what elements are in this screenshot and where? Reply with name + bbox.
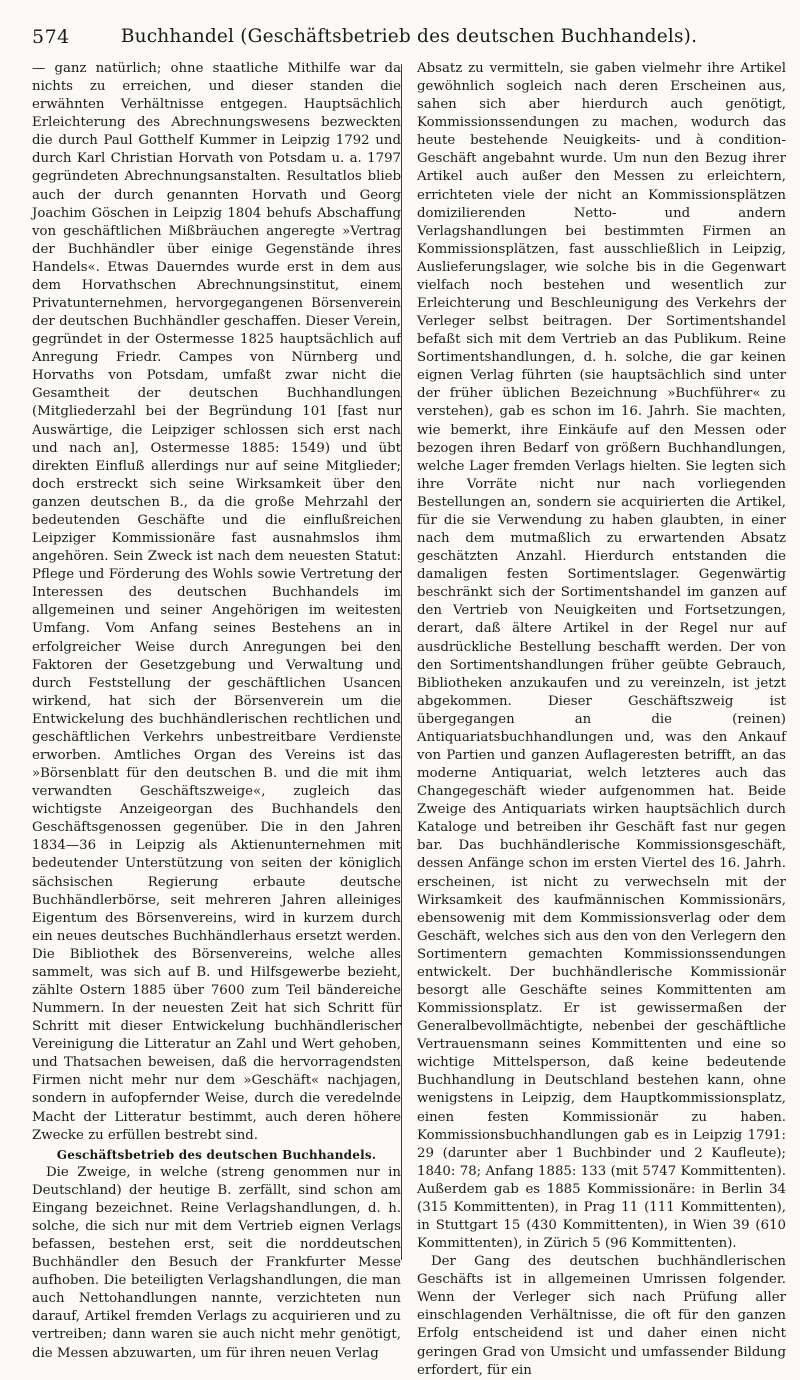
left-paragraph-1: — ganz natürlich; ohne staatliche Mithilfe war da nichts zu erreichen, und dieser standen die erwähnten Verhältnisse entgegen. Hauptsächlich Erleichterung des Abrechnungswesens bezweckten die durch Paul Gotthelf Kummer in Leipzig 1792 und durch Karl Christian Horvath von Potsdam u. a. 1797 gegründeten Abrechnungsanstalten. Resultatlos blieb auch der durch genannten Horvath und Georg Joachim Göschen in Leipzig 1804 behufs Abschaffung von geschäftlichen Mißbräuchen angeregte »Vertrag der Buchhändler über einige Gegenstände ihres Handels«. Etwas Dauerndes wurde erst in dem aus dem Horvathschen Abrechnungsinstitut, einem Privatunternehmen, hervorgegangenen Börsenverein der deutschen Buchhändler geschaffen. Dieser Verein, gegründet in der Ostermesse 1825 hauptsächlich auf Anregung Friedr. Campes von Nürnberg und Horvaths von Potsdam, umfaßt zwar nicht die Gesamtheit der deutschen Buchhandlungen (Mitgliederzahl bei der Begründung 101 [fast nur Auswärtige, die Leipziger schlossen sich erst nach und nach an], Ostermesse 1885: 1549) und übt direkten Einfluß allerdings nur auf seine Mitglieder; doch erstreckt sich seine Wirksamkeit über den ganzen deutschen B., da die große Mehrzahl der bedeutenden Geschäfte und die einflußreichen Leipziger Kommissionäre fast ausnahmslos ihm angehören. Sein Zweck ist nach dem neuesten Statut: Pflege und Förderung des Wohls sowie Vertretung der Interessen des deutschen Buchhandels im allgemeinen und seiner Angehörigen im weitesten Umfang. Vom Anfang seines Bestehens an in erfolgreicher Weise durch Anregungen bei den Faktoren der Gesetzgebung und Verwaltung und durch Feststellung der geschäftlichen Usancen wirkend, hat sich der Börsenverein um die Entwickelung des buchhändlerischen rechtlichen und geschäftlichen Verkehrs unbestreitbare Verdienste erworben. Amtliches Organ des Vereins ist das »Börsenblatt für den deutschen B. und die mit ihm verwandten Geschäftszweige«, zugleich das wichtigste Anzeigeorgan des Buchhandels den Geschäftsgenossen gegenüber. Die in den Jahren 1834—36 in Leipzig als Aktienunternehmen mit bedeutender Unterstützung von seiten der königlich sächsischen Regierung erbaute deutsche Buchhändlerbörse, seit mehreren Jahren alleiniges Eigentum des Börsenvereins, wird in kurzem durch ein neues deutsches Buchhändlerhaus ersetzt werden. Die Bibliothek des Börsenvereins, welche alles sammelt, was sich auf B. und Hilfsgewerbe bezieht, zählte Ostern 1885 über 7600 zum Teil bändereiche Nummern. In der neuesten Zeit hat sich Schritt für Schritt mit dieser Entwickelung buchhändlerischer Vereinigung die Litteratur an Zahl und Wert gehoben, und Thatsachen beweisen, daß die hervorragendsten Firmen nicht mehr nur dem »Geschäft« nachjagen, sondern in aufopfernder Weise, durch die veredelnde Macht der Litteratur bestimmt, auch deren höhere Zwecke zu erfüllen bestrebt sind.: [32, 61, 401, 1143]
left-column: [32, 60, 401, 1361]
column-divider: [401, 64, 402, 1260]
page-number: 574: [32, 26, 70, 48]
page-header: [32, 20, 786, 60]
text-columns: [32, 60, 786, 1378]
left-paragraph-2: Die Zweige, in welche (streng genommen nur in Deutschland) der heutige B. zerfällt, sind schon am Eingang bezeichnet. Reine Verlagshandlungen, d. h. solche, die sich nur mit dem Vertrieb eignen Verlags befassen, bestehen erst, seit die norddeutschen Buchhändler den Besuch der Frankfurter Messe aufhoben. Die beteiligten Verlagshandlungen, die man auch Nettohandlungen nannte, verzichteten nun darauf, Artikel fremden Verlags zu acquirieren und zu vertreiben; dann waren sie auch nicht mehr genötigt, die Messen abzuwarten, um für ihren neuen Verlag: [32, 1164, 401, 1361]
right-paragraph-2: Der Gang des deutschen buchhändlerischen Geschäfts ist in allgemeinen Umrissen folgender. Wenn der Verleger sich nach Prüfung aller einschlagenden Verhältnisse, die oft für den ganzen Erfolg entscheidend ist und daher einen nicht geringen Grad von Umsicht und umfassender Bildung erfordert, für ein: [417, 1254, 786, 1378]
right-column: [417, 60, 786, 1378]
right-paragraph-1: Absatz zu vermitteln, sie gaben vielmehr ihre Artikel gewöhnlich sogleich nach deren Erscheinen aus, sahen sich aber hierdurch auch genötigt, Kommissionssendungen zu machen, wodurch das heute bestehende Neuigkeits- und à condition-Geschäft angebahnt wurde. Um nun den Bezug ihrer Artikel auch außer den Messen zu erleichtern, errichteten viele der nicht an Kommissionsplätzen domizilierenden Netto- und andern Verlagshandlungen bei bestimmten Firmen an Kommissionsplätzen, fast ausschließlich in Leipzig, Auslieferungslager, wie solche bis in die Gegenwart vielfach noch bestehen und wesentlich zur Erleichterung und Beschleunigung des Verkehrs der Verleger selbst beitragen. Der Sortimentshandel befaßt sich mit dem Vertrieb an das Publikum. Reine Sortimentshandlungen, d. h. solche, die gar keinen eignen Verlag führten (sie hauptsächlich sind unter der früher üblichen Bezeichnung »Buchführer« zu verstehen), gab es schon im 16. Jahrh. Sie machten, wie bemerkt, ihre Einkäufe auf den Messen oder bezogen ihren Bedarf von größern Buchhandlungen, welche Lager fremden Verlags hielten. Sie legten sich ihre Vorräte nicht nur nach vorliegenden Bestellungen an, sondern sie acquirierten die Artikel, für die sie Verwendung zu haben glaubten, in einer nach dem mutmaßlich zu erwartenden Absatz geschätzten Anzahl. Hierdurch entstanden die damaligen festen Sortimentslager. Gegenwärtig beschränkt sich der Sortimentshandel im ganzen auf den Vertrieb von Neuigkeiten und Fortsetzungen, derart, daß ältere Artikel in der Regel nur auf ausdrückliche Bestellung beschafft werden. Der von den Sortimentshandlungen früher geübte Gebrauch, Bibliotheken anzukaufen und zu vereinzeln, ist jetzt abgekommen. Dieser Geschäftszweig ist übergegangen an die (reinen) Antiquariatsbuchhandlungen und, was den Ankauf von Partien und ganzen Auflageresten betrifft, an das moderne Antiquariat, welch letzteres auch das Changegeschäft wieder aufgenommen hat. Beide Zweige des Antiquariats wirken hauptsächlich durch Kataloge und betreiben ihr Geschäft fast nur gegen bar. Das buchhändlerische Kommissionsgeschäft, dessen Anfänge schon im ersten Viertel des 16. Jahrh. erscheinen, ist nicht zu verwechseln mit der Wirksamkeit des kaufmännischen Kommissionärs, ebensowenig mit dem Kommissionsverlag oder dem Geschäft, welches sich aus den von den Verlegern den Sortimentern gemachten Kommissionssendungen entwickelt. Der buchhändlerische Kommissionär besorgt alle Geschäfte seines Kommittenten am Kommissionsplatz. Er ist gewissermaßen der Generalbevollmächtigte, nebenbei der geschäftliche Vertrauensmann seines Kommittenten und eine so wichtige Mittelsperson, daß keine bedeutende Buchhandlung in Deutschland bestehen kann, ohne wenigstens in Leipzig, dem Hauptkommissionsplatz, einen festen Kommissionär zu haben. Kommissionsbuchhandlungen gab es in Leipzig 1791: 29 (darunter aber 1 Buchbinder und 2 Kaufleute); 1840: 78; Anfang 1885: 133 (mit 5747 Kommittenten). Außerdem gab es 1885 Kommissionäre: in Berlin 34 (315 Kommittenten), in Prag 11 (111 Kommittenten), in Stuttgart 15 (430 Kommittenten), in Wien 39 (610 Kommittenten), in Zürich 5 (96 Kommittenten).: [417, 61, 786, 1252]
section-heading: Geschäftsbetrieb des deutschen Buchhandels.: [56, 1147, 377, 1162]
running-head: Buchhandel (Geschäftsbetrieb des deutschen Buchhandels).: [120, 26, 698, 47]
